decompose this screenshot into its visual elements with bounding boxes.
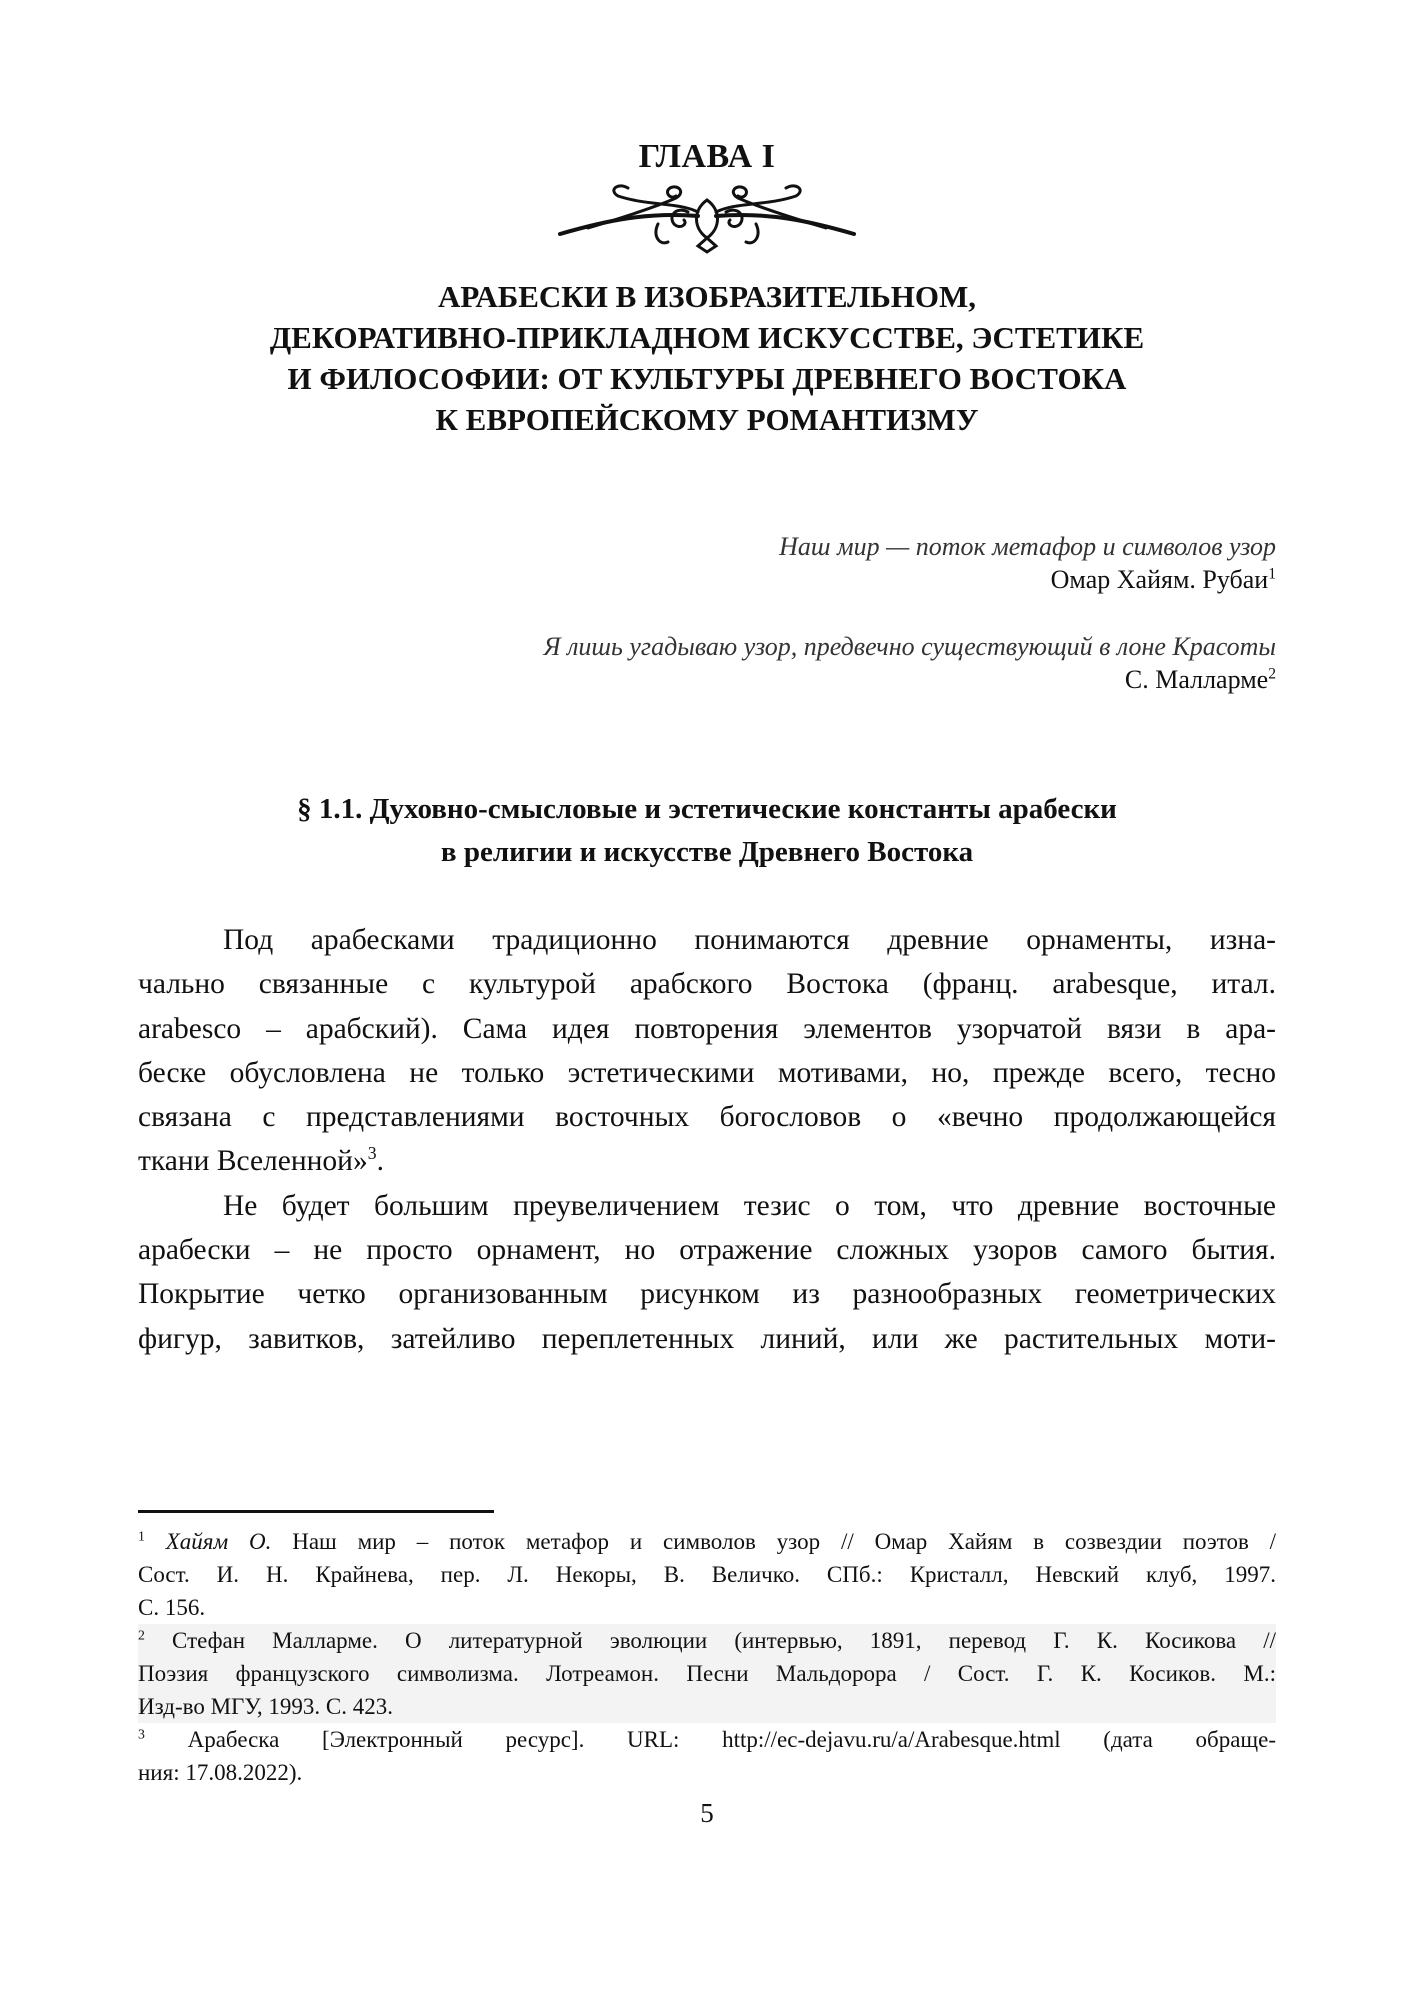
body-line: связана с представлениями восточных богословов о «вечно продолжающейся: [138, 1101, 1276, 1134]
title-line: И ФИЛОСОФИИ: ОТ КУЛЬТУРЫ ДРЕВНЕГО ВОСТОКА: [287, 361, 1127, 396]
epigraph-author: [779, 563, 1276, 596]
epigraph-author: [544, 663, 1277, 696]
author-name: Омар Хайям. Рубаи: [1050, 565, 1269, 594]
footnote-separator: [138, 1510, 494, 1513]
footnote-number: 2: [138, 1627, 145, 1643]
footnote-line: [138, 1525, 1276, 1558]
epigraph-quote: Я лишь угадываю узор, предвечно существующий в лоне Красоты: [543, 632, 1276, 661]
body-line: арабески – не просто орнамент, но отражение сложных узоров самого бытия.: [138, 1234, 1276, 1267]
footnote-number: 3: [138, 1726, 145, 1742]
footnote-line: [138, 1624, 1276, 1657]
footnote-line: [138, 1723, 1276, 1756]
footnote-1: [138, 1525, 1276, 1624]
epigraph: [779, 530, 1276, 596]
epigraph: [544, 630, 1277, 696]
footnote-line: С. 156.: [138, 1595, 206, 1620]
footnote-2: [138, 1624, 1276, 1723]
body-line: arabesco – арабский). Сама идея повторения элементов узорчатой вязи в ара-: [138, 1012, 1276, 1045]
body-line: Под арабесками традиционно понимаются древние орнаменты, изна-: [223, 924, 1276, 956]
body-line: фигур, завитков, затейливо переплетенных линий, или же растительных моти-: [138, 1322, 1276, 1355]
footnote-author: Хайям О.: [165, 1529, 272, 1554]
body-line-text: ткани Вселенной»: [138, 1145, 368, 1178]
title-line: К ЕВРОПЕЙСКОМУ РОМАНТИЗМУ: [435, 402, 979, 437]
body-line: Не будет большим преувеличением тезис о том, что древние восточные: [223, 1189, 1276, 1222]
chapter-heading: ГЛАВА I: [638, 138, 776, 175]
body-line: Покрытие четко организованным рисунком из разнообразных геометрических: [138, 1278, 1276, 1311]
footnote-number: 1: [138, 1528, 145, 1544]
body-text: [138, 918, 1276, 1361]
title-line: ДЕКОРАТИВНО-ПРИКЛАДНОМ ИСКУССТВЕ, ЭСТЕТИКЕ: [269, 320, 1145, 355]
footnote-ref[interactable]: 1: [1268, 565, 1276, 583]
footnote-ref[interactable]: 2: [1268, 665, 1276, 683]
footnote-text: Арабеска [Электронный ресурс]. URL: http://ec-dejavu.ru/a/Arabesque.html (дата обраще-: [144, 1727, 1276, 1752]
footnote-text: Стефан Малларме. О литературной эволюции (интервью, 1891, перевод Г. К. Косикова //: [144, 1628, 1276, 1653]
section-line: в религии и искусстве Древнего Востока: [440, 836, 974, 868]
body-line: чально связанные с культурой арабского Востока (франц. arabesque, итал.: [138, 968, 1276, 1001]
chapter-title: [0, 276, 1414, 440]
page-number: 5: [700, 1798, 714, 1828]
epigraph-quote: Наш мир — поток метафор и символов узор: [779, 532, 1276, 561]
footnote-text: Наш мир – поток метафор и символов узор // Омар Хайям в созвездии поэтов /: [271, 1529, 1277, 1554]
title-line: АРАБЕСКИ В ИЗОБРАЗИТЕЛЬНОМ,: [438, 279, 976, 314]
body-line: ткани Вселенной»$^3$.: [138, 1143, 384, 1178]
footnote-line: Поэзия французского символизма. Лотреамон. Песни Мальдорора / Сост. Г. К. Косиков. М.:: [138, 1661, 1276, 1686]
footnote-line: Сост. И. Н. Крайнева, пер. Л. Некоры, В. Величко. СПб.: Кристалл, Невский клуб, 1997.: [138, 1562, 1276, 1587]
footnote-line: Изд-во МГУ, 1993. С. 423.: [138, 1694, 393, 1719]
footnote-line: ния: 17.08.2022).: [138, 1760, 303, 1785]
ornament-divider-icon: [548, 176, 866, 254]
section-line: § 1.1. Духовно-смысловые и эстетические константы арабески: [297, 793, 1117, 825]
footnote-3: [138, 1723, 1276, 1789]
author-name: С. Малларме: [1124, 665, 1269, 694]
section-heading: [0, 788, 1414, 874]
footnotes: [138, 1525, 1276, 1789]
footnote-ref[interactable]: 3: [367, 1143, 377, 1164]
body-line: беске обусловлена не только эстетическими мотивами, но, прежде всего, тесно: [138, 1056, 1276, 1089]
